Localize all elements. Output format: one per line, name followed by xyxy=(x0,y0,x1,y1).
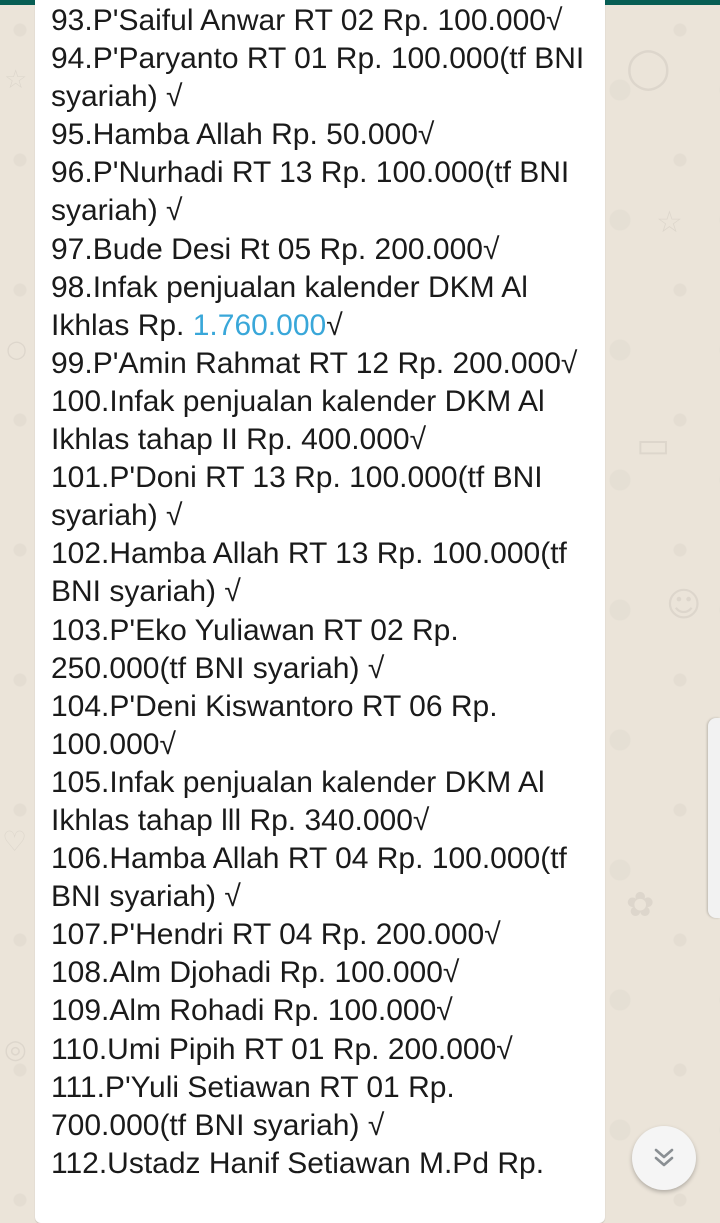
list-item: 100.Infak penjualan kalender DKM Al Ikhlas tahap II Rp. 400.000√ xyxy=(51,384,545,457)
list-item-text: 98.Infak penjualan kalender DKM Al Ikhlas Rp. xyxy=(51,270,528,342)
list-item: 94.P'Paryanto RT 01 Rp. 100.000(tf BNI syariah) √ xyxy=(51,42,585,114)
message-bubble[interactable] xyxy=(35,0,605,1223)
list-item: 99.P'Amin Rahmat RT 12 Rp. 200.000√ xyxy=(51,346,578,380)
chat-wallpaper-right xyxy=(606,5,720,1223)
list-item: 105.Infak penjualan kalender DKM Al Ikhlas tahap lll Rp. 340.000√ xyxy=(51,765,545,837)
list-item: 111.P'Yuli Setiawan RT 01 Rp. 700.000(tf BNI syariah) √ xyxy=(51,1070,455,1142)
star-doodle-icon: ☆ xyxy=(656,205,683,240)
list-item: 95.Hamba Allah Rp. 50.000√ xyxy=(51,118,435,152)
flower-doodle-icon: ✿ xyxy=(626,885,655,925)
list-item: 108.Alm Djohadi Rp. 100.000√ xyxy=(51,956,460,990)
list-item: 109.Alm Rohadi Rp. 100.000√ xyxy=(51,994,453,1028)
list-item: 101.P'Doni RT 13 Rp. 100.000(tf BNI syariah) √ xyxy=(51,461,543,533)
chat-wallpaper-left xyxy=(0,5,34,1223)
list-item: 107.P'Hendri RT 04 Rp. 200.000√ xyxy=(51,918,501,952)
compass-doodle-icon: ◎ xyxy=(4,1035,27,1065)
planet-doodle-icon: ◯ xyxy=(626,45,671,91)
double-chevron-down-icon xyxy=(649,1143,679,1173)
note-doodle-icon: ▭ xyxy=(636,425,671,466)
list-item: 97.Bude Desi Rt 05 Rp. 200.000√ xyxy=(51,232,500,266)
heart-doodle-icon: ♡ xyxy=(2,825,28,858)
list-item: 112.Ustadz Hanif Setiawan M.Pd Rp. xyxy=(51,1146,545,1180)
list-item-text: √ xyxy=(326,308,343,342)
list-item: 96.P'Nurhadi RT 13 Rp. 100.000(tf BNI syariah) √ xyxy=(51,156,570,228)
circle-doodle-icon: ○ xyxy=(6,335,27,363)
list-item: 103.P'Eko Yuliawan RT 02 Rp. 250.000(tf BNI syariah) √ xyxy=(51,613,459,685)
scroll-to-bottom-button[interactable] xyxy=(632,1126,696,1190)
list-item: 102.Hamba Allah RT 13 Rp. 100.000(tf BNI syariah) √ xyxy=(51,537,567,609)
star-doodle-icon: ☆ xyxy=(4,65,28,95)
list-item: 110.Umi Pipih RT 01 Rp. 200.000√ xyxy=(51,1032,513,1066)
list-item: 93.P'Saiful Anwar RT 02 Rp. 100.000√ xyxy=(51,4,563,37)
scrollbar-handle[interactable] xyxy=(708,718,720,918)
list-item: 104.P'Deni Kiswantoro RT 06 Rp. 100.000√ xyxy=(51,689,498,761)
phone-number-link[interactable]: 1.760.000 xyxy=(192,308,327,342)
list-item: 106.Hamba Allah RT 04 Rp. 100.000(tf BNI syariah) √ xyxy=(51,842,567,914)
face-doodle-icon: ☺ xyxy=(666,585,702,625)
list-item xyxy=(51,269,596,345)
message-text xyxy=(51,2,596,1183)
